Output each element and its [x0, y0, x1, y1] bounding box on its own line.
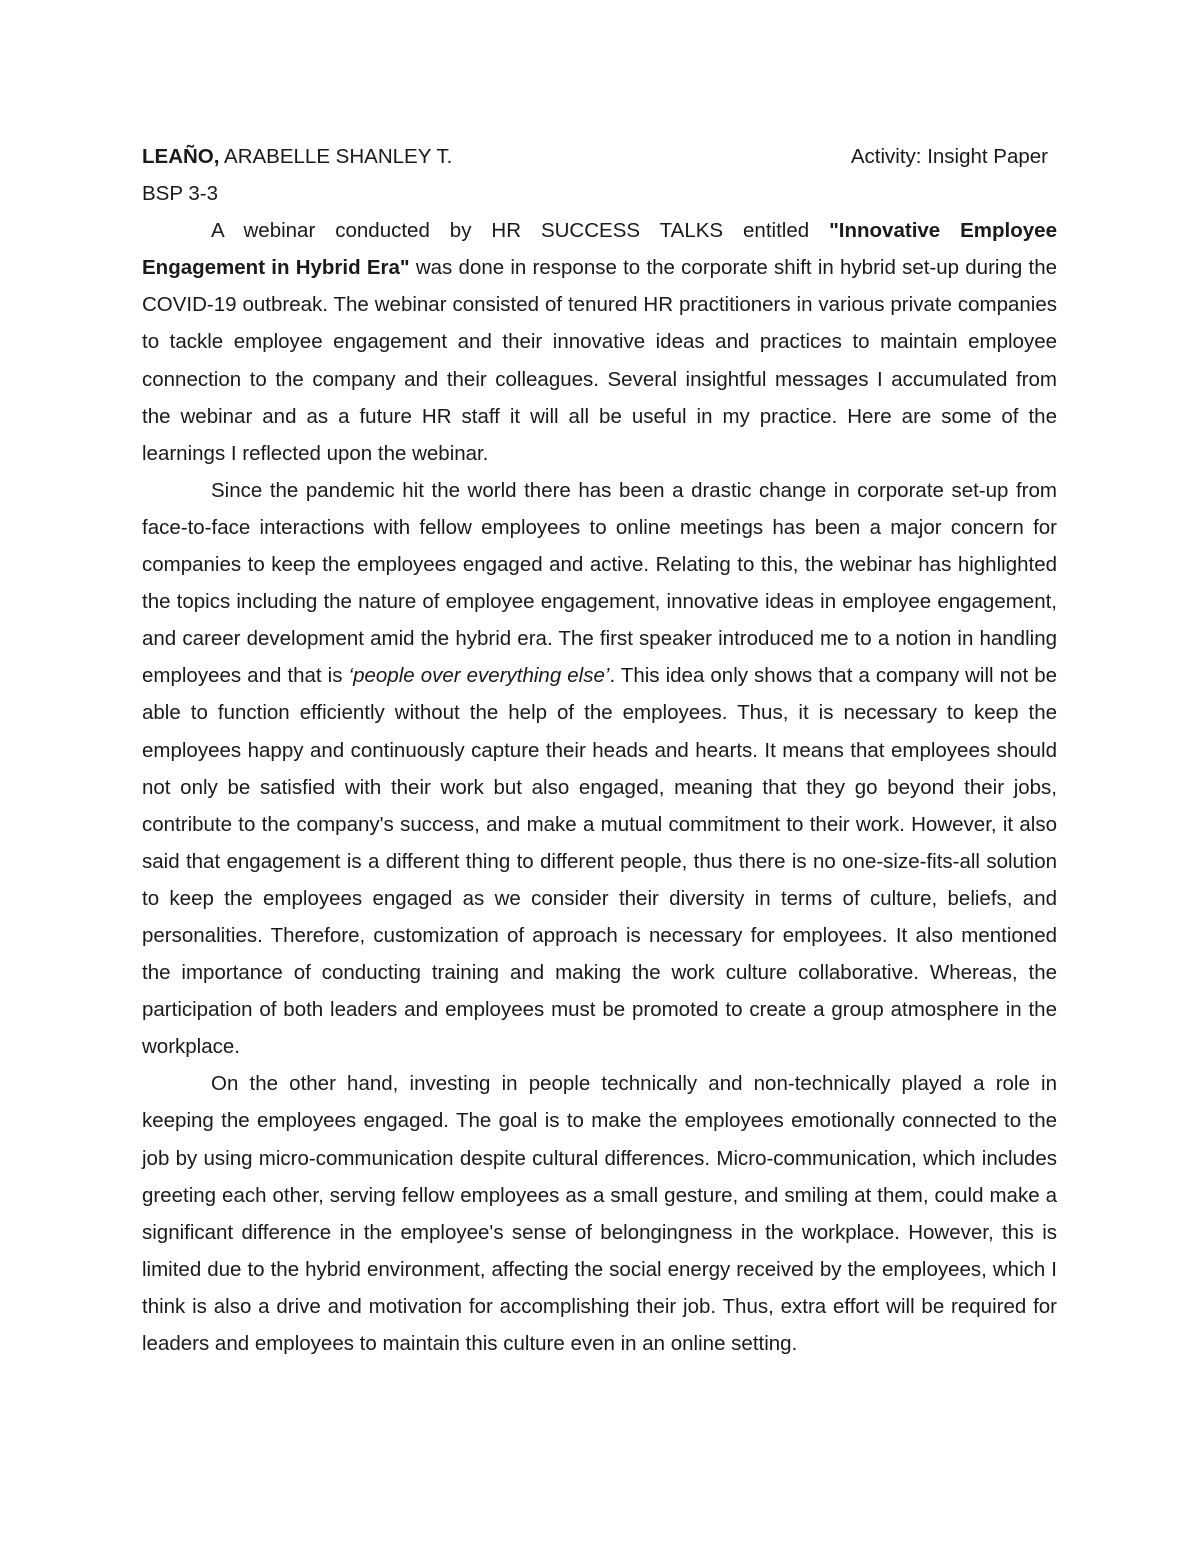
paragraph-1-text-a: A webinar conducted by HR SUCCESS TALKS entitled [211, 219, 830, 243]
speaker-quote: ‘people over everything else’ [348, 664, 610, 688]
paragraph-1-text-b: was done in response to the corporate shift in hybrid set-up during the COVID-19 outbreak. The webinar consisted of tenured HR practitioners in various private companies to tackle employee engagement and their innovative ideas and practices to maintain employee connection to the company and their colleagues. Several insightful messages I accumulated from the webinar and as a future HR staff it will all be useful in my practice. Here are some of the learnings I reflected upon the webinar. [142, 256, 1057, 465]
document-page [142, 138, 1057, 1362]
activity-label: Activity: Insight Paper [850, 145, 1048, 168]
author-header [142, 138, 1057, 175]
author-given-names: ARABELLE SHANLEY T. [219, 145, 453, 168]
paragraph-2-text-b: . This idea only shows that a company will not be able to function efficiently without the help of the employees. Thus, it is necessary to keep the employees happy and continuously capture their heads and hearts. It means that employees should not only be satisfied with their work but also engaged, meaning that they go beyond their jobs, contribute to the company's success, and make a mutual commitment to their work. However, it also said that engagement is a different thing to different people, thus there is no one-size-fits-all solution to keep the employees engaged as we consider their diversity in terms of culture, beliefs, and personalities. Therefore, customization of approach is necessary for employees. It also mentioned the importance of conducting training and making the work culture collaborative. Whereas, the participation of both leaders and employees must be promoted to create a group atmosphere in the workplace. [142, 664, 1057, 1059]
author-surname: LEAÑO, [142, 145, 220, 168]
paragraph-3: On the other hand, investing in people technically and non-technically played a role in keeping the employees engaged. The goal is to make the employees emotionally connected to the job by using micro-communication despite cultural differences. Micro-communication, which includes greeting each other, serving fellow employees as a small gesture, and smiling at them, could make a significant difference in the employee's sense of belongingness in the workplace. However, this is limited due to the hybrid environment, affecting the social energy received by the employees, which I think is also a drive and motivation for accomplishing their job. Thus, extra effort will be required for leaders and employees to maintain this culture even in an online setting. [142, 1072, 1057, 1355]
paragraph-1 [142, 212, 1057, 472]
paragraph-2-text-a: Since the pandemic hit the world there has been a drastic change in corporate set-up from face-to-face interactions with fellow employees to online meetings has been a major concern for companies to keep the employees engaged and active. Relating to this, the webinar has highlighted the topics including the nature of employee engagement, innovative ideas in employee engagement, and career development amid the hybrid era. The first speaker introduced me to a notion in handling employees and that is [142, 478, 1057, 688]
section-label: BSP 3-3 [142, 182, 218, 206]
paragraph-2 [142, 472, 1057, 1066]
webinar-title: "Innovative Employee Engagement in Hybrid Era" [142, 219, 1057, 280]
